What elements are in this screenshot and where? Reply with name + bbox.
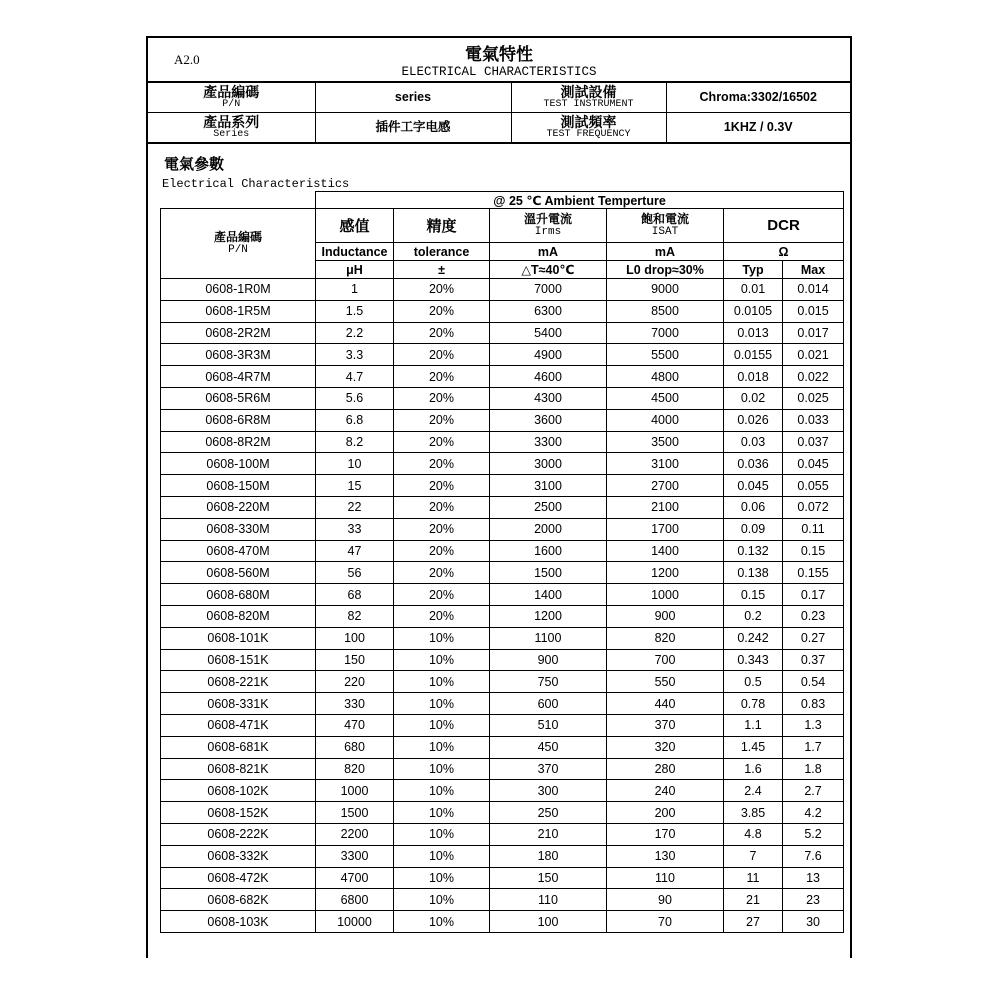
irms-cell: 900 (490, 649, 607, 671)
inductance-cell: 56 (316, 562, 394, 584)
dcr-typ-cell: 0.15 (724, 584, 783, 606)
part-number-cell: 0608-5R6M (161, 387, 316, 409)
frequency-label-cn: 測試頻率 (560, 113, 617, 130)
irms-cell: 750 (490, 671, 607, 693)
inductance-cell: 6800 (316, 889, 394, 911)
inductance-cell: 1.5 (316, 300, 394, 322)
tolerance-cell: 10% (394, 627, 490, 649)
dcr-typ-cell: 0.013 (724, 322, 783, 344)
isat-cell: 700 (607, 649, 724, 671)
dcr-max-cell: 0.11 (783, 518, 844, 540)
irms-cell: 150 (490, 867, 607, 889)
inductance-cell: 680 (316, 736, 394, 758)
isat-cell: 3500 (607, 431, 724, 453)
part-number-cell: 0608-6R8M (161, 409, 316, 431)
dcr-typ-cell: 27 (724, 911, 783, 933)
characteristics-table (160, 191, 844, 933)
info-row-pn (148, 82, 850, 113)
irms-cell: 450 (490, 736, 607, 758)
irms-cell: 2000 (490, 518, 607, 540)
pn-header-en: P/N (228, 244, 248, 257)
dcr-typ-cell: 0.0105 (724, 300, 783, 322)
tolerance-cell: 10% (394, 911, 490, 933)
inductance-header-cn: 感值 (316, 209, 394, 243)
isat-cell: 170 (607, 823, 724, 845)
part-number-cell: 0608-331K (161, 693, 316, 715)
irms-header-cn: 溫升電流 (523, 211, 572, 226)
irms-cell: 180 (490, 845, 607, 867)
part-number-cell: 0608-103K (161, 911, 316, 933)
dcr-max-cell: 0.045 (783, 453, 844, 475)
tolerance-cell: 20% (394, 322, 490, 344)
inductance-cell: 470 (316, 714, 394, 736)
part-number-cell: 0608-150M (161, 475, 316, 497)
irms-cell: 4900 (490, 344, 607, 366)
table-row (161, 780, 844, 802)
table-row (161, 693, 844, 715)
dcr-typ-cell: 11 (724, 867, 783, 889)
pn-value: series (315, 82, 511, 113)
isat-cell: 1000 (607, 584, 724, 606)
inductance-cell: 4700 (316, 867, 394, 889)
isat-unit: mA (607, 243, 724, 261)
tolerance-cell: 10% (394, 867, 490, 889)
inductance-cell: 3300 (316, 845, 394, 867)
isat-cell: 240 (607, 780, 724, 802)
dcr-max-cell: 23 (783, 889, 844, 911)
dcr-max-cell: 13 (783, 867, 844, 889)
table-row (161, 671, 844, 693)
table-row (161, 802, 844, 824)
inductance-cell: 820 (316, 758, 394, 780)
part-number-cell: 0608-151K (161, 649, 316, 671)
irms-cell: 110 (490, 889, 607, 911)
inductance-cell: 8.2 (316, 431, 394, 453)
inductance-cell: 6.8 (316, 409, 394, 431)
instrument-label-cn: 測試設備 (560, 83, 617, 100)
tolerance-cell: 20% (394, 605, 490, 627)
section-title-en: Electrical Characteristics (162, 177, 350, 191)
dcr-max-cell: 1.8 (783, 758, 844, 780)
table-row (161, 518, 844, 540)
tolerance-cell: 20% (394, 584, 490, 606)
series-label-en: Series (213, 128, 250, 140)
dcr-max-cell: 0.021 (783, 344, 844, 366)
tolerance-cell: 10% (394, 758, 490, 780)
table-row (161, 736, 844, 758)
pn-header (161, 209, 316, 279)
dcr-typ-cell: 0.242 (724, 627, 783, 649)
inductance-cell: 5.6 (316, 387, 394, 409)
table-row (161, 366, 844, 388)
inductance-cell: 68 (316, 584, 394, 606)
dcr-typ-cell: 0.2 (724, 605, 783, 627)
part-number-cell: 0608-330M (161, 518, 316, 540)
dcr-typ-cell: 0.0155 (724, 344, 783, 366)
table-row (161, 605, 844, 627)
dcr-typ-cell: 0.78 (724, 693, 783, 715)
dcr-max-cell: 5.2 (783, 823, 844, 845)
table-row (161, 453, 844, 475)
dcr-max-cell: 0.033 (783, 409, 844, 431)
dcr-max-cell: 0.83 (783, 693, 844, 715)
inductance-cell: 47 (316, 540, 394, 562)
irms-cell: 1600 (490, 540, 607, 562)
part-number-cell: 0608-100M (161, 453, 316, 475)
tolerance-cell: 20% (394, 344, 490, 366)
tolerance-cell: 20% (394, 279, 490, 301)
dcr-typ-cell: 0.026 (724, 409, 783, 431)
irms-cell: 7000 (490, 279, 607, 301)
inductance-cell: 1 (316, 279, 394, 301)
inductance-cell: 10000 (316, 911, 394, 933)
inductance-cell: 4.7 (316, 366, 394, 388)
tolerance-cell: 20% (394, 562, 490, 584)
frequency-value: 1KHZ / 0.3V (666, 113, 850, 144)
isat-condition: L0 drop≈30% (607, 261, 724, 279)
irms-cell: 2500 (490, 496, 607, 518)
tolerance-header-en: tolerance (394, 243, 490, 261)
isat-cell: 820 (607, 627, 724, 649)
instrument-label-en: TEST INSTRUMENT (543, 98, 634, 110)
pn-label-cn: 產品編碼 (203, 83, 260, 100)
irms-cell: 250 (490, 802, 607, 824)
part-number-cell: 0608-332K (161, 845, 316, 867)
inductance-cell: 2.2 (316, 322, 394, 344)
table-row (161, 279, 844, 301)
pn-label-en: P/N (222, 98, 241, 110)
inductance-cell: 15 (316, 475, 394, 497)
pn-header-cn: 產品編碼 (213, 229, 262, 244)
inductance-cell: 82 (316, 605, 394, 627)
table-row (161, 649, 844, 671)
dcr-max-cell: 4.2 (783, 802, 844, 824)
part-number-cell: 0608-220M (161, 496, 316, 518)
dcr-typ-cell: 0.343 (724, 649, 783, 671)
tolerance-cell: 10% (394, 802, 490, 824)
isat-cell: 440 (607, 693, 724, 715)
tolerance-cell: 10% (394, 823, 490, 845)
part-number-cell: 0608-470M (161, 540, 316, 562)
series-label-cell (148, 113, 315, 144)
part-number-cell: 0608-682K (161, 889, 316, 911)
dcr-max-cell: 2.7 (783, 780, 844, 802)
revision-label: A2.0 (174, 52, 200, 67)
dcr-typ-cell: 1.45 (724, 736, 783, 758)
series-value: 插件工字电感 (315, 113, 511, 144)
tolerance-cell: 10% (394, 671, 490, 693)
isat-cell: 8500 (607, 300, 724, 322)
part-number-cell: 0608-1R0M (161, 279, 316, 301)
ambient-header: @ 25 ℃ Ambient Temperture (316, 192, 844, 209)
frequency-label-cell (511, 113, 666, 144)
dcr-max-cell: 1.7 (783, 736, 844, 758)
irms-cell: 370 (490, 758, 607, 780)
inductance-cell: 3.3 (316, 344, 394, 366)
series-label-cn: 產品系列 (203, 113, 260, 130)
table-row (161, 845, 844, 867)
isat-cell: 3100 (607, 453, 724, 475)
tolerance-cell: 10% (394, 845, 490, 867)
table-row (161, 823, 844, 845)
isat-header-cn: 飽和電流 (640, 211, 689, 226)
irms-cell: 3100 (490, 475, 607, 497)
inductance-unit: μH (316, 261, 394, 279)
isat-cell: 2100 (607, 496, 724, 518)
page-title-en: ELECTRICAL CHARACTERISTICS (401, 65, 597, 79)
irms-cell: 100 (490, 911, 607, 933)
inductance-cell: 330 (316, 693, 394, 715)
dcr-max-cell: 0.37 (783, 649, 844, 671)
irms-cell: 4300 (490, 387, 607, 409)
pn-label-cell (148, 82, 315, 113)
isat-cell: 1200 (607, 562, 724, 584)
dcr-typ-cell: 0.138 (724, 562, 783, 584)
tolerance-cell: 20% (394, 475, 490, 497)
isat-cell: 70 (607, 911, 724, 933)
inductance-cell: 150 (316, 649, 394, 671)
dcr-typ-cell: 4.8 (724, 823, 783, 845)
dcr-max-cell: 0.025 (783, 387, 844, 409)
dcr-typ-cell: 3.85 (724, 802, 783, 824)
dcr-max-cell: 0.15 (783, 540, 844, 562)
table-row (161, 409, 844, 431)
tolerance-cell: 20% (394, 387, 490, 409)
dcr-max-cell: 0.072 (783, 496, 844, 518)
table-row (161, 584, 844, 606)
instrument-label-cell (511, 82, 666, 113)
part-number-cell: 0608-2R2M (161, 322, 316, 344)
irms-cell: 1500 (490, 562, 607, 584)
inductance-cell: 2200 (316, 823, 394, 845)
dcr-typ-cell: 7 (724, 845, 783, 867)
section-title: 電氣參數 (164, 156, 225, 173)
dcr-typ-cell: 0.01 (724, 279, 783, 301)
dcr-header: DCR (724, 209, 844, 243)
isat-cell: 5500 (607, 344, 724, 366)
table-row (161, 714, 844, 736)
table-row (161, 431, 844, 453)
isat-cell: 280 (607, 758, 724, 780)
irms-cell: 5400 (490, 322, 607, 344)
dcr-typ-cell: 2.4 (724, 780, 783, 802)
isat-cell: 2700 (607, 475, 724, 497)
dcr-typ-cell: 1.1 (724, 714, 783, 736)
dcr-max-cell: 0.022 (783, 366, 844, 388)
dcr-typ-cell: 1.6 (724, 758, 783, 780)
dcr-max-cell: 0.014 (783, 279, 844, 301)
ambient-row (161, 192, 844, 209)
tolerance-cell: 10% (394, 649, 490, 671)
tolerance-cell: 20% (394, 409, 490, 431)
table-row (161, 475, 844, 497)
inductance-cell: 33 (316, 518, 394, 540)
irms-header-en: Irms (534, 226, 562, 239)
isat-cell: 1400 (607, 540, 724, 562)
instrument-value: Chroma:3302/16502 (666, 82, 850, 113)
table-row (161, 540, 844, 562)
isat-cell: 200 (607, 802, 724, 824)
tolerance-cell: 10% (394, 714, 490, 736)
table-row (161, 911, 844, 933)
dcr-typ-cell: 0.036 (724, 453, 783, 475)
irms-condition: △T≈40℃ (490, 261, 607, 279)
isat-cell: 4500 (607, 387, 724, 409)
irms-cell: 1200 (490, 605, 607, 627)
isat-cell: 110 (607, 867, 724, 889)
part-number-cell: 0608-3R3M (161, 344, 316, 366)
isat-cell: 900 (607, 605, 724, 627)
table-row (161, 867, 844, 889)
irms-cell: 3600 (490, 409, 607, 431)
isat-cell: 9000 (607, 279, 724, 301)
irms-cell: 1100 (490, 627, 607, 649)
dcr-max-cell: 7.6 (783, 845, 844, 867)
dcr-typ-cell: 0.5 (724, 671, 783, 693)
info-row-series (148, 113, 850, 144)
part-number-cell: 0608-821K (161, 758, 316, 780)
inductance-cell: 1000 (316, 780, 394, 802)
dcr-max-cell: 0.017 (783, 322, 844, 344)
tolerance-cell: 10% (394, 780, 490, 802)
inductance-cell: 10 (316, 453, 394, 475)
dcr-typ-cell: 0.02 (724, 387, 783, 409)
header-row-1 (161, 209, 844, 243)
part-number-cell: 0608-680M (161, 584, 316, 606)
table-row (161, 344, 844, 366)
irms-cell: 510 (490, 714, 607, 736)
dcr-max-cell: 0.015 (783, 300, 844, 322)
dcr-max-cell: 0.27 (783, 627, 844, 649)
inductance-cell: 220 (316, 671, 394, 693)
irms-cell: 1400 (490, 584, 607, 606)
dcr-typ-cell: 0.09 (724, 518, 783, 540)
dcr-max-cell: 0.17 (783, 584, 844, 606)
table-row (161, 387, 844, 409)
spec-sheet (146, 36, 852, 958)
info-table (148, 81, 850, 144)
isat-header (607, 209, 724, 243)
part-number-cell: 0608-472K (161, 867, 316, 889)
tolerance-unit: ± (394, 261, 490, 279)
part-number-cell: 0608-820M (161, 605, 316, 627)
dcr-max-header: Max (783, 261, 844, 279)
isat-cell: 7000 (607, 322, 724, 344)
isat-cell: 130 (607, 845, 724, 867)
tolerance-cell: 20% (394, 540, 490, 562)
dcr-unit: Ω (724, 243, 844, 261)
part-number-cell: 0608-1R5M (161, 300, 316, 322)
tolerance-cell: 20% (394, 431, 490, 453)
tolerance-cell: 10% (394, 736, 490, 758)
tolerance-cell: 10% (394, 889, 490, 911)
dcr-max-cell: 1.3 (783, 714, 844, 736)
isat-cell: 4000 (607, 409, 724, 431)
irms-cell: 4600 (490, 366, 607, 388)
part-number-cell: 0608-102K (161, 780, 316, 802)
isat-cell: 550 (607, 671, 724, 693)
tolerance-cell: 20% (394, 300, 490, 322)
isat-cell: 90 (607, 889, 724, 911)
irms-cell: 6300 (490, 300, 607, 322)
irms-cell: 3300 (490, 431, 607, 453)
irms-cell: 210 (490, 823, 607, 845)
table-row (161, 300, 844, 322)
dcr-max-cell: 0.23 (783, 605, 844, 627)
irms-cell: 3000 (490, 453, 607, 475)
irms-unit: mA (490, 243, 607, 261)
inductance-cell: 100 (316, 627, 394, 649)
part-number-cell: 0608-101K (161, 627, 316, 649)
part-number-cell: 0608-560M (161, 562, 316, 584)
dcr-typ-cell: 0.045 (724, 475, 783, 497)
tolerance-cell: 10% (394, 693, 490, 715)
table-row (161, 758, 844, 780)
dcr-max-cell: 0.055 (783, 475, 844, 497)
inductance-header-en: Inductance (316, 243, 394, 261)
part-number-cell: 0608-4R7M (161, 366, 316, 388)
tolerance-cell: 20% (394, 518, 490, 540)
part-number-cell: 0608-221K (161, 671, 316, 693)
table-row (161, 889, 844, 911)
isat-cell: 1700 (607, 518, 724, 540)
isat-cell: 4800 (607, 366, 724, 388)
tolerance-cell: 20% (394, 366, 490, 388)
page-title: 電氣特性 (465, 45, 533, 64)
isat-cell: 320 (607, 736, 724, 758)
part-number-cell: 0608-152K (161, 802, 316, 824)
dcr-typ-header: Typ (724, 261, 783, 279)
isat-cell: 370 (607, 714, 724, 736)
tolerance-cell: 20% (394, 453, 490, 475)
isat-header-en: ISAT (651, 226, 679, 239)
inductance-cell: 1500 (316, 802, 394, 824)
dcr-typ-cell: 0.06 (724, 496, 783, 518)
dcr-typ-cell: 21 (724, 889, 783, 911)
inductance-cell: 22 (316, 496, 394, 518)
tolerance-header-cn: 精度 (394, 209, 490, 243)
dcr-typ-cell: 0.03 (724, 431, 783, 453)
part-number-cell: 0608-681K (161, 736, 316, 758)
irms-cell: 600 (490, 693, 607, 715)
tolerance-cell: 20% (394, 496, 490, 518)
table-row (161, 562, 844, 584)
dcr-max-cell: 0.155 (783, 562, 844, 584)
part-number-cell: 0608-471K (161, 714, 316, 736)
dcr-typ-cell: 0.132 (724, 540, 783, 562)
dcr-max-cell: 0.54 (783, 671, 844, 693)
table-row (161, 322, 844, 344)
irms-cell: 300 (490, 780, 607, 802)
dcr-max-cell: 0.037 (783, 431, 844, 453)
frequency-label-en: TEST FREQUENCY (546, 128, 631, 140)
dcr-max-cell: 30 (783, 911, 844, 933)
part-number-cell: 0608-222K (161, 823, 316, 845)
irms-header (490, 209, 607, 243)
dcr-typ-cell: 0.018 (724, 366, 783, 388)
table-row (161, 496, 844, 518)
part-number-cell: 0608-8R2M (161, 431, 316, 453)
table-row (161, 627, 844, 649)
